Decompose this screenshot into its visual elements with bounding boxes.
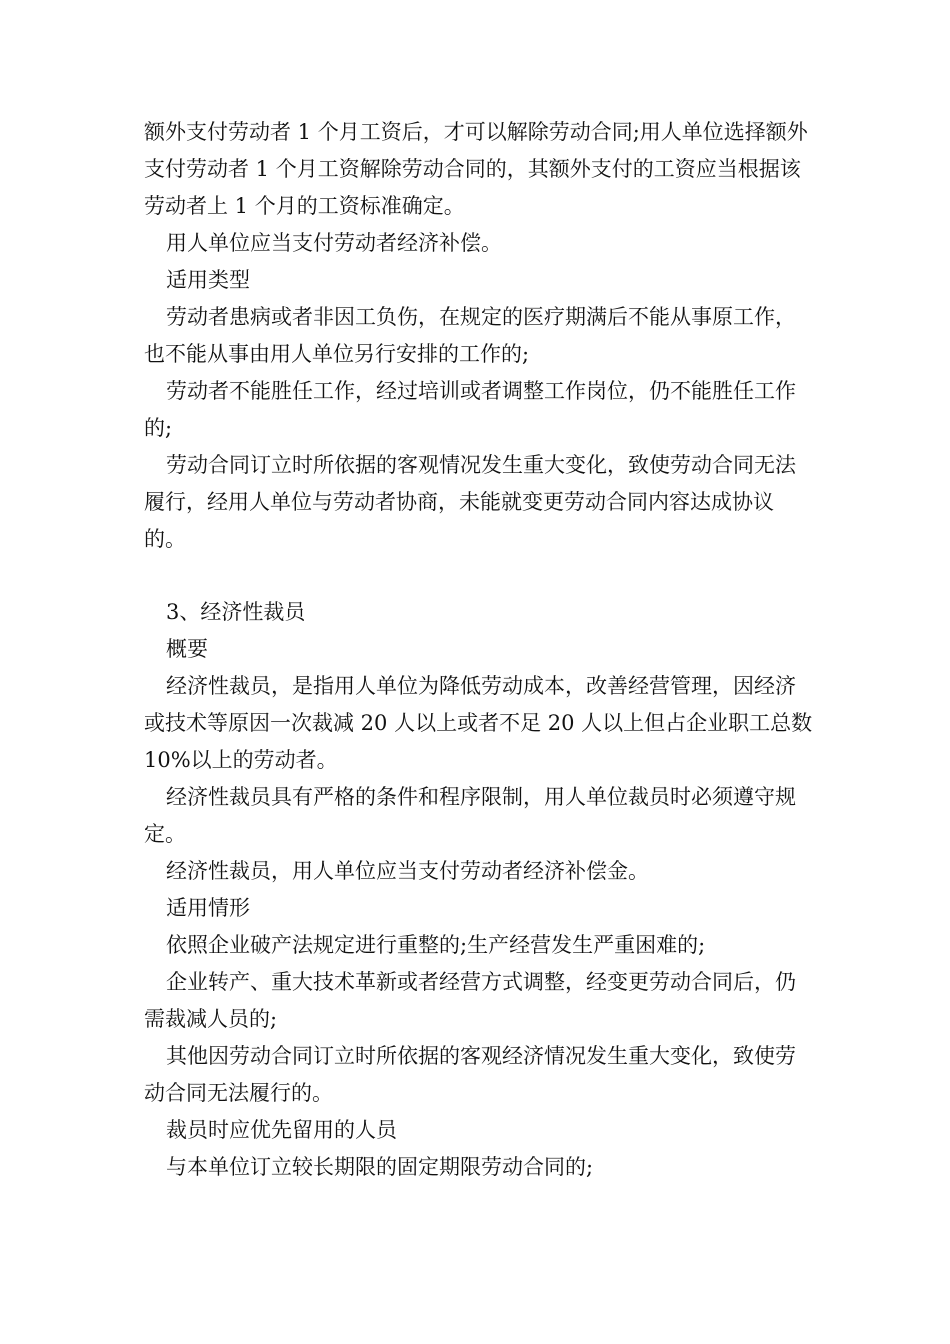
paragraph-circumstance-change: 劳动合同订立时所依据的客观情况发生重大变化，致使劳动合同无法履行，经用人单位与劳动者协商，未能就变更劳动合同内容达成协议的。: [144, 453, 796, 551]
heading-applicable-types: 适用类型: [166, 268, 250, 292]
heading-priority-retention: 裁员时应优先留用的人员: [166, 1118, 397, 1142]
paragraph-economic-change: 其他因劳动合同订立时所依据的客观经济情况发生重大变化，致使劳动合同无法履行的。: [144, 1044, 796, 1105]
paragraph-continuation: 额外支付劳动者 1 个月工资后，才可以解除劳动合同;用人单位选择额外支付劳动者 1 个月工资解除劳动合同的，其额外支付的工资应当根据该劳动者上 1 个月的工资标准确定。: [144, 120, 808, 218]
document-body: [144, 114, 814, 1186]
paragraph-layoff-definition: 经济性裁员，是指用人单位为降低劳动成本，改善经营管理，因经济或技术等原因一次裁减 20 人以上或者不足 20 人以上但占企业职工总数 10%以上的劳动者。: [144, 674, 813, 772]
paragraph-bankruptcy: 依照企业破产法规定进行重整的;生产经营发生严重困难的;: [166, 933, 706, 957]
paragraph-compensation: 用人单位应当支付劳动者经济补偿。: [166, 231, 502, 255]
paragraph-incompetence: 劳动者不能胜任工作，经过培训或者调整工作岗位，仍不能胜任工作的;: [144, 379, 796, 440]
paragraph-restructuring: 企业转产、重大技术革新或者经营方式调整，经变更劳动合同后，仍需裁减人员的;: [144, 970, 796, 1031]
heading-summary: 概要: [166, 637, 208, 661]
section-heading-layoff: 3、经济性裁员: [166, 600, 306, 624]
heading-applicable-situations: 适用情形: [166, 896, 250, 920]
section-gap: [144, 558, 814, 594]
paragraph-layoff-restrictions: 经济性裁员具有严格的条件和程序限制，用人单位裁员时必须遵守规定。: [144, 785, 796, 846]
paragraph-layoff-compensation: 经济性裁员，用人单位应当支付劳动者经济补偿金。: [166, 859, 649, 883]
paragraph-long-term-contract: 与本单位订立较长期限的固定期限劳动合同的;: [166, 1155, 594, 1179]
paragraph-illness: 劳动者患病或者非因工负伤，在规定的医疗期满后不能从事原工作，也不能从事由用人单位另行安排的工作的;: [144, 305, 796, 366]
